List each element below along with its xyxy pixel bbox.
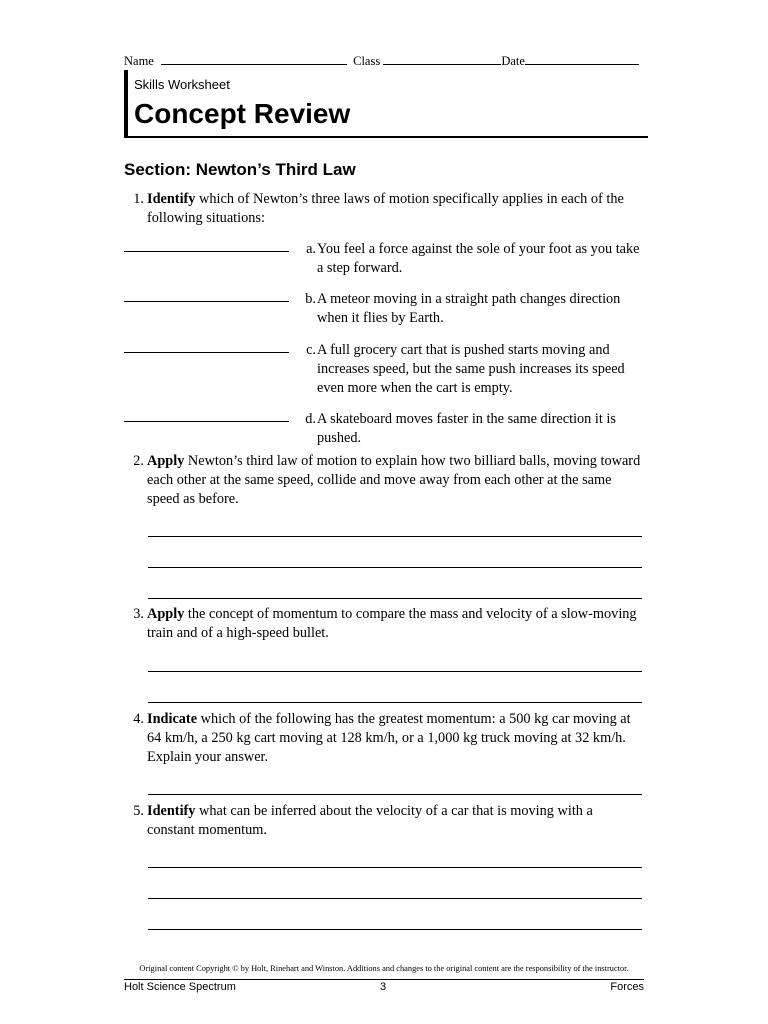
answer-line[interactable] [148, 867, 642, 868]
answer-blank-c[interactable] [124, 352, 289, 353]
question-1 [124, 190, 644, 228]
subitem-text: You feel a force against the sole of your foot as you take a step forward. [317, 241, 640, 276]
subitem-letter: d. [305, 411, 316, 427]
question-text: Newton’s third law of motion to explain how two billiard balls, moving toward each other at the same speed, collide and move away from each other at the same speed as before. [147, 453, 641, 507]
question-3 [124, 605, 644, 643]
question-verb: Identify [147, 191, 196, 207]
subitem-text: A skateboard moves faster in the same direction it is pushed. [317, 411, 616, 446]
subitem-letter: c. [306, 342, 316, 358]
answer-line[interactable] [148, 702, 642, 703]
question-verb: Indicate [147, 711, 198, 727]
footer-chapter: Forces [610, 981, 644, 993]
question-verb: Apply [147, 606, 185, 622]
subitem-c [124, 341, 644, 398]
name-label: Name [124, 54, 154, 68]
question-text: the concept of momentum to compare the mass and velocity of a slow-moving train and of a high-speed bullet. [147, 606, 637, 641]
answer-blank-a[interactable] [124, 251, 289, 252]
answer-line[interactable] [148, 567, 642, 568]
question-text: which of the following has the greatest momentum: a 500 kg car moving at 64 km/h, a 250 kg cart moving at 128 km/h, or a 1,000 kg truck moving at 32 km/h. Explain your answer. [147, 711, 631, 765]
question-number: 5. [133, 803, 144, 819]
answer-line[interactable] [148, 794, 642, 795]
subitem-d [124, 410, 644, 448]
subitem-text: A full grocery cart that is pushed starts moving and increases speed, but the same push increases its speed even more when the cart is empty. [317, 342, 625, 396]
page-number: 3 [380, 981, 387, 993]
date-field[interactable] [525, 52, 639, 65]
question-number: 3. [133, 606, 144, 622]
page-title: Concept Review [134, 98, 351, 129]
subitem-text: A meteor moving in a straight path changes direction when it flies by Earth. [317, 291, 621, 326]
section-heading: Section: Newton’s Third Law [124, 160, 356, 179]
subitem-letter: a. [306, 241, 316, 257]
class-field[interactable] [383, 52, 501, 65]
subitem-a [124, 240, 644, 278]
copyright-notice: Original content Copyright © by Holt, Rinehart and Winston. Additions and changes to the original content are the responsibility of the instructor. [139, 964, 629, 973]
question-5 [124, 802, 644, 840]
subitem-letter: b. [305, 291, 316, 307]
question-4 [124, 710, 644, 767]
worksheet-type: Skills Worksheet [134, 77, 230, 92]
question-verb: Apply [147, 453, 185, 469]
answer-blank-d[interactable] [124, 421, 289, 422]
answer-blank-b[interactable] [124, 301, 289, 302]
date-label: Date [501, 54, 525, 68]
class-label: Class [353, 54, 381, 68]
answer-line[interactable] [148, 671, 642, 672]
question-text: what can be inferred about the velocity of a car that is moving with a constant momentum. [147, 803, 593, 838]
student-info-line [124, 52, 644, 69]
footer-book-title: Holt Science Spectrum [124, 981, 236, 993]
question-number: 2. [133, 453, 144, 469]
subitem-b [124, 290, 644, 328]
question-2 [124, 452, 644, 509]
question-number: 4. [133, 711, 144, 727]
name-field[interactable] [161, 52, 347, 65]
question-verb: Identify [147, 803, 196, 819]
question-text: which of Newton’s three laws of motion specifically applies in each of the following situations: [147, 191, 624, 226]
footer-divider [124, 979, 644, 980]
answer-line[interactable] [148, 536, 642, 537]
answer-line[interactable] [148, 898, 642, 899]
answer-line[interactable] [148, 929, 642, 930]
question-number: 1. [133, 191, 144, 207]
answer-line[interactable] [148, 598, 642, 599]
